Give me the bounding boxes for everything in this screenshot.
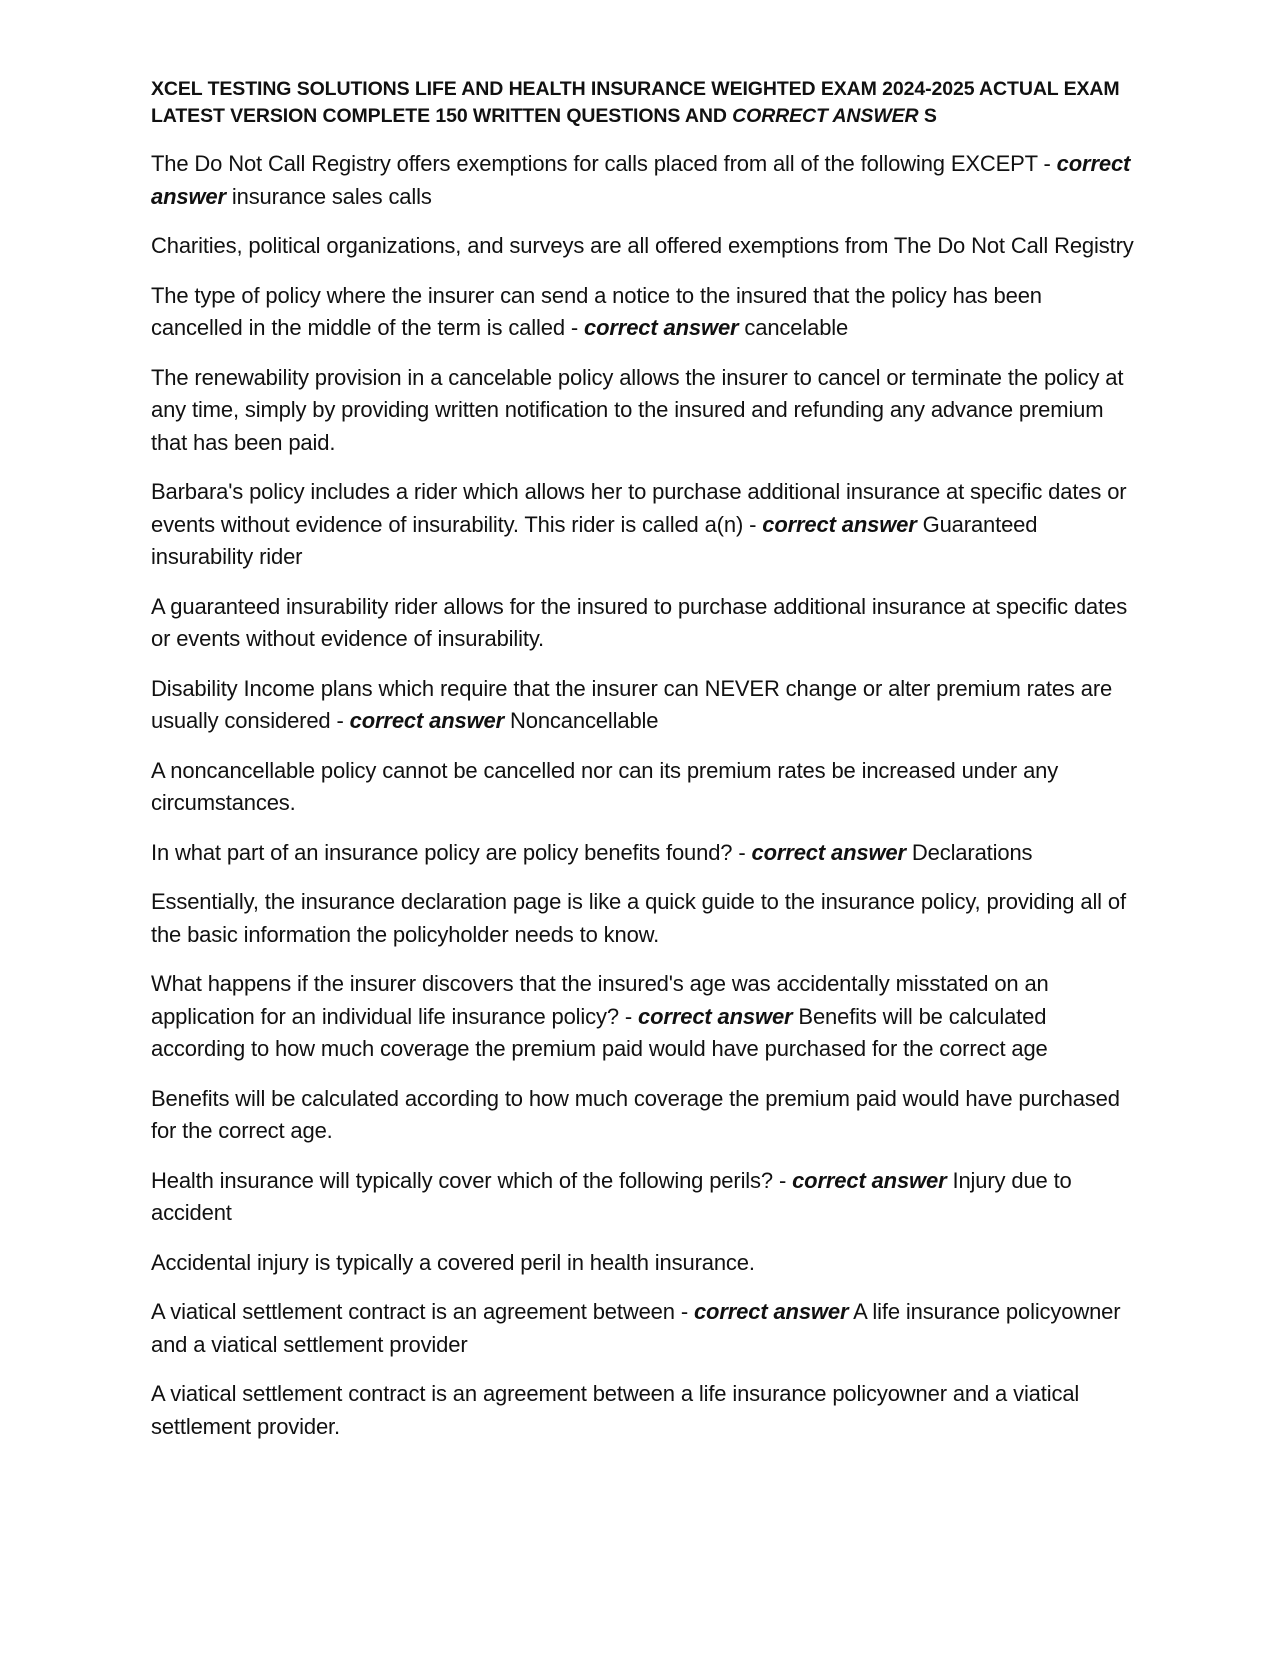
answer-text: Benefits will be calculated according to how much coverage the premium paid would have purchased for the correct age xyxy=(151,1003,1048,1061)
answer-text: Declarations xyxy=(905,839,1033,865)
answer-marker: correct answer xyxy=(349,708,505,733)
question-4 xyxy=(151,673,1136,738)
answer-text: Injury due to accident xyxy=(151,1167,1072,1225)
question-8 xyxy=(151,1296,1136,1361)
question-text: Barbara's policy includes a rider which allows her to purchase additional insurance at specific dates or events without evidence of insurability. This rider is called a(n) - xyxy=(151,479,1127,537)
answer-text: A life insurance policyowner and a viatical settlement provider xyxy=(151,1299,1121,1357)
question-text: Disability Income plans which require that the insurer can NEVER change or alter premium rates are usually considered - xyxy=(151,675,1113,733)
answer-marker: correct answer xyxy=(751,839,906,865)
explanation-8: A viatical settlement contract is an agreement between a life insurance policyowner and a viatical settlement provider. xyxy=(151,1381,1080,1439)
question-text: Health insurance will typically cover which of the following perils? - xyxy=(151,1167,793,1193)
explanation-5: Essentially, the insurance declaration page is like a quick guide to the insurance policy, providing all of the basic information the policyholder needs to know. xyxy=(151,889,1126,947)
document-page xyxy=(151,76,1136,1460)
title-main: XCEL TESTING SOLUTIONS LIFE AND HEALTH INSURANCE WEIGHTED EXAM 2024-2025 ACTUAL EXAM LATEST VERSION COMPLETE 150 WRITTEN QUESTIONS AND xyxy=(151,78,1120,127)
answer-text: cancelable xyxy=(738,315,849,340)
answer-marker: correct answer xyxy=(638,1003,793,1029)
question-text: The Do Not Call Registry offers exemptions for calls placed from all of the following EXCEPT - xyxy=(151,151,1057,176)
explanation-7: Accidental injury is typically a covered peril in health insurance. xyxy=(151,1249,755,1275)
question-text: What happens if the insurer discovers that the insured's age was accidentally misstated on an application for an individual life insurance policy? - xyxy=(151,971,1049,1029)
answer-marker: correct answer xyxy=(584,315,739,340)
document-title xyxy=(151,76,1136,130)
question-2 xyxy=(151,280,1136,345)
title-italic: CORRECT ANSWER xyxy=(732,105,919,127)
explanation-1: Charities, political organizations, and surveys are all offered exemptions from The Do Not Call Registry xyxy=(151,233,1134,258)
explanation-6: Benefits will be calculated according to how much coverage the premium paid would have purchased for the correct age. xyxy=(151,1085,1120,1143)
answer-marker: correct answer xyxy=(792,1167,947,1193)
answer-marker: correct answer xyxy=(151,151,1131,209)
answer-text: Guaranteed insurability rider xyxy=(151,511,1038,569)
answer-text: insurance sales calls xyxy=(225,183,432,209)
answer-text: Noncancellable xyxy=(504,708,659,733)
question-3 xyxy=(151,476,1136,574)
question-1 xyxy=(151,148,1136,213)
answer-marker: correct answer xyxy=(762,511,917,537)
question-5 xyxy=(151,837,1136,870)
answer-marker: correct answer xyxy=(693,1299,849,1324)
title-end: S xyxy=(918,105,937,127)
question-text: The type of policy where the insurer can send a notice to the insured that the policy has been cancelled in the middle of the term is called - xyxy=(151,282,1042,340)
explanation-3: A guaranteed insurability rider allows for the insured to purchase additional insurance at specific dates or events without evidence of insurability. xyxy=(151,593,1128,651)
question-text: In what part of an insurance policy are policy benefits found? - xyxy=(151,839,752,865)
explanation-2: The renewability provision in a cancelable policy allows the insurer to cancel or terminate the policy at any time, simply by providing written notification to the insured and refunding any advance premium that has been paid. xyxy=(151,364,1124,455)
question-7 xyxy=(151,1165,1136,1230)
question-text: A viatical settlement contract is an agreement between - xyxy=(151,1299,694,1324)
question-6 xyxy=(151,968,1136,1066)
explanation-4: A noncancellable policy cannot be cancelled nor can its premium rates be increased under any circumstances. xyxy=(151,757,1059,815)
